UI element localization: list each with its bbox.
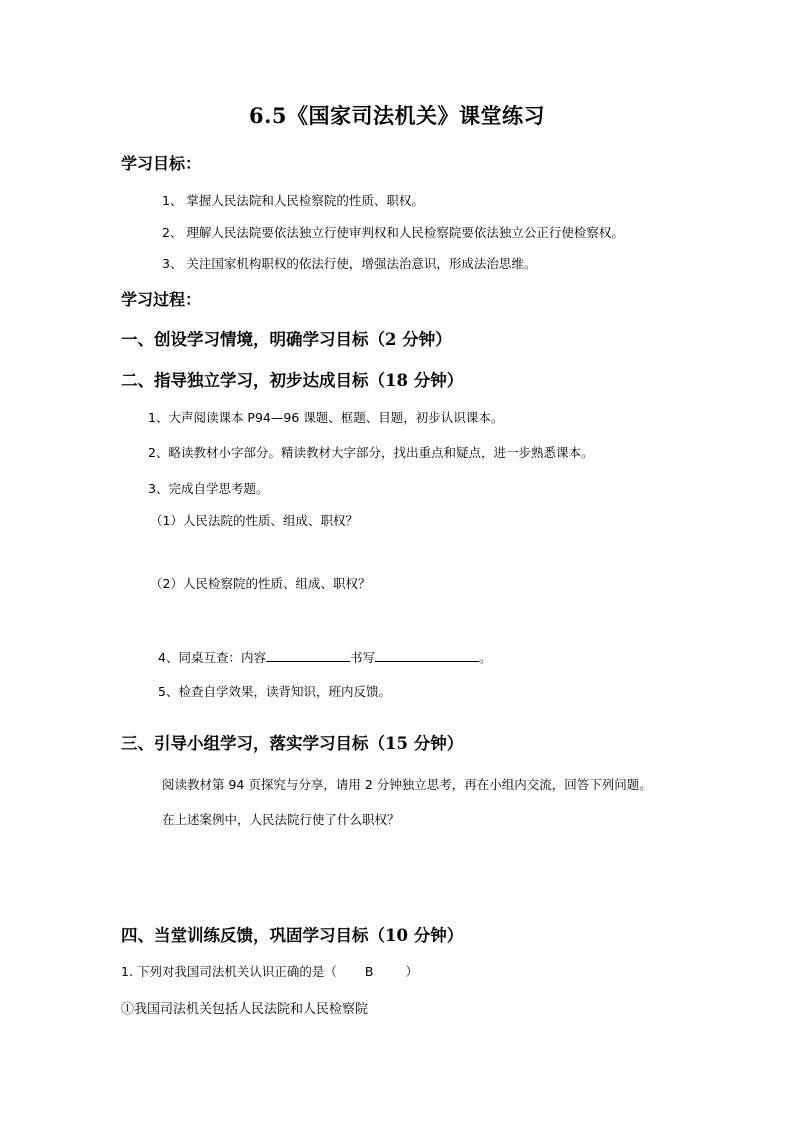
- section-2-item-1: 1、大声阅读课本 P94—96 课题、框题、目题，初步认识课本。: [148, 410, 504, 425]
- section-1-heading: 一、创设学习情境，明确学习目标（2 分钟）: [121, 330, 452, 349]
- section-3-paragraph-2: 在上述案例中，人民法院行使了什么职权？: [162, 812, 400, 827]
- section-2-item-3: 3、完成自学思考题。: [148, 481, 269, 496]
- goal-item-2: 2、 理解人民法院要依法独立行使审判权和人民检察院要依法独立公正行使检察权。: [162, 225, 624, 240]
- section-3-heading: 三、引导小组学习，落实学习目标（15 分钟）: [121, 734, 464, 753]
- goal-item-3: 3、 关注国家机构职权的依法行使，增强法治意识，形成法治思维。: [162, 256, 537, 271]
- learning-process-heading: 学习过程：: [121, 290, 202, 309]
- peer-check-mid: 书写: [349, 650, 375, 665]
- section-2-item-2: 2、略读教材小字部分。精读教材大字部分，找出重点和疑点，进一步熟悉课本。: [148, 445, 594, 460]
- writing-blank[interactable]: [375, 649, 479, 662]
- goal-item-1: 1、 掌握人民法院和人民检察院的性质、职权。: [162, 193, 424, 208]
- peer-check-end: 。: [478, 650, 492, 665]
- learning-goals-heading: 学习目标：: [121, 154, 202, 173]
- exercise-option-1: ①我国司法机关包括人民法院和人民检察院: [121, 1002, 369, 1017]
- peer-check-prefix: 4、同桌互查：内容: [158, 650, 266, 665]
- page-title: 6.5《国家司法机关》课堂练习: [248, 103, 546, 128]
- question-1-text: 1. 下列对我国司法机关认识正确的是（: [121, 964, 337, 979]
- exercise-question-1: [121, 966, 418, 979]
- section-2-item-5: 5、检查自学效果，读背知识，班内反馈。: [158, 684, 391, 699]
- content-blank[interactable]: [266, 649, 350, 662]
- peer-check-line: [158, 649, 492, 665]
- section-2-heading: 二、指导独立学习，初步达成目标（18 分钟）: [121, 371, 464, 390]
- question-1-answer: B: [364, 964, 374, 979]
- self-study-question-1: （1）人民法院的性质、组成、职权？: [150, 513, 358, 528]
- self-study-question-2: （2）人民检察院的性质、组成、职权？: [150, 576, 371, 591]
- section-3-paragraph-1: 阅读教材第 94 页探究与分享，请用 2 分钟独立思考，再在小组内交流，回答下列问题。: [162, 777, 652, 792]
- question-1-close: ）: [405, 964, 418, 979]
- section-4-heading: 四、当堂训练反馈，巩固学习目标（10 分钟）: [121, 926, 464, 945]
